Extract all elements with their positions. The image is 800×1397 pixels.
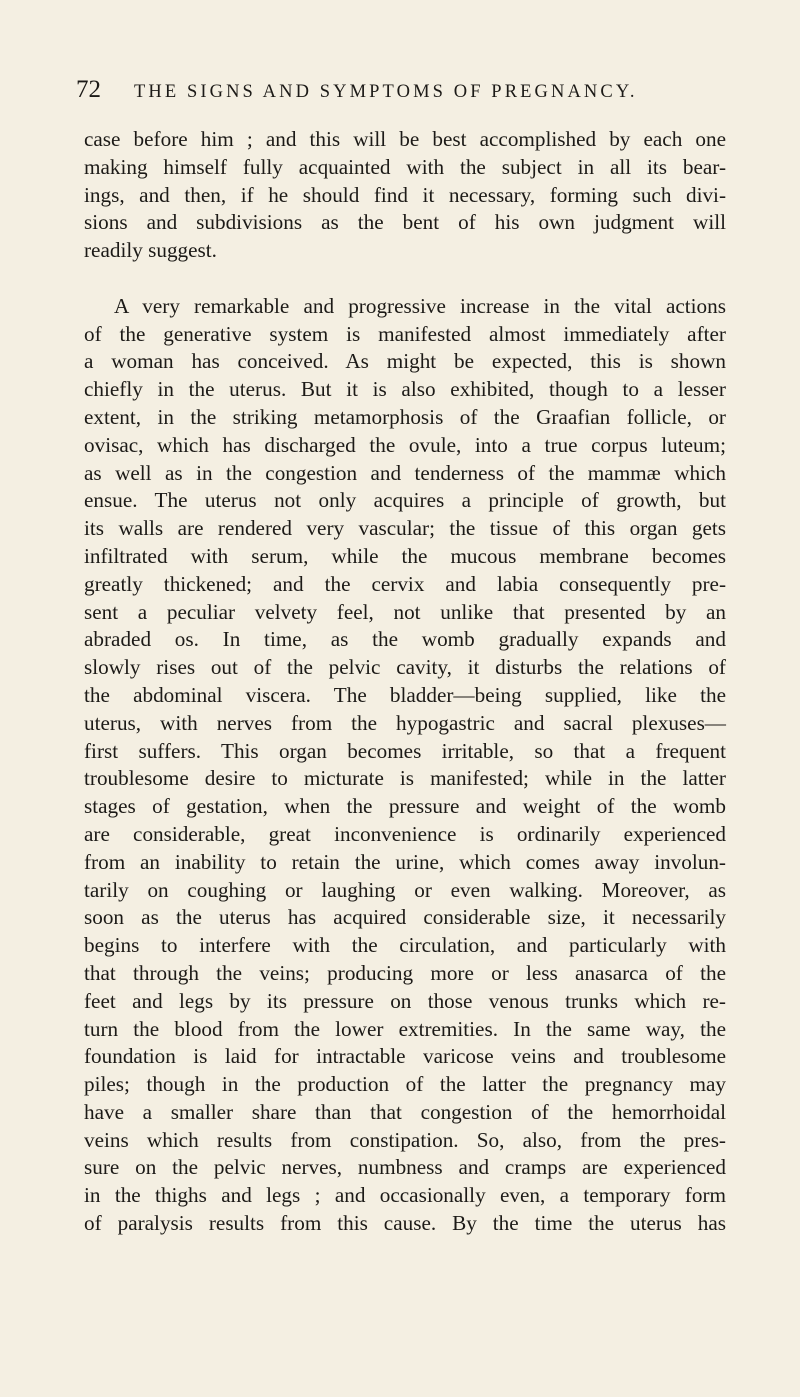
text-line: uterus, with nerves from the hypogastric and sacral plexuses— (84, 710, 726, 735)
text-line: sent a peculiar velvety feel, not unlike that presented by an (84, 599, 726, 624)
text-line: in the thighs and legs ; and occasionally even, a temporary form (84, 1183, 726, 1208)
text-line: ovisac, which has discharged the ovule, into a true corpus luteum; (84, 432, 726, 457)
text-line: infiltrated with serum, while the mucous membrane becomes (84, 543, 726, 568)
paragraph (84, 293, 726, 1238)
text-line: readily suggest. (84, 238, 217, 263)
text-line: case before him ; and this will be best accomplished by each one (84, 127, 726, 151)
text-line: of the generative system is manifested almost immediately after (84, 321, 726, 346)
text-line: first suffers. This organ becomes irritable, so that a frequent (84, 738, 726, 763)
text-line: begins to interfere with the circulation, and particularly with (84, 933, 726, 958)
text-line: ings, and then, if he should find it necessary, forming such divi- (84, 182, 726, 207)
running-title: THE SIGNS AND SYMPTOMS OF PREGNANCY. (134, 82, 638, 102)
text-line: of paralysis results from this cause. By the time the uterus has (84, 1211, 726, 1236)
text-line: sions and subdivisions as the bent of his own judgment will (84, 210, 726, 235)
text-line: extent, in the striking metamorphosis of the Graafian follicle, or (84, 404, 726, 429)
paragraph (84, 126, 726, 265)
running-head (76, 76, 736, 110)
text-line: from an inability to retain the urine, which comes away involun- (84, 849, 726, 874)
text-line: stages of gestation, when the pressure and weight of the womb (84, 794, 726, 819)
text-line: making himself fully acquainted with the subject in all its bear- (84, 154, 726, 179)
text-line: turn the blood from the lower extremities. In the same way, the (84, 1016, 726, 1041)
text-line: a woman has conceived. As might be expected, this is shown (84, 349, 726, 374)
text-line: ensue. The uterus not only acquires a principle of growth, but (84, 488, 726, 513)
text-line: as well as in the congestion and tenderness of the mammæ which (84, 460, 726, 485)
text-line: veins which results from constipation. So, also, from the pres- (84, 1127, 726, 1152)
text-line: feet and legs by its pressure on those venous trunks which re- (84, 988, 726, 1013)
page-number: 72 (76, 76, 101, 103)
text-line: its walls are rendered very vascular; the tissue of this organ gets (84, 516, 726, 541)
text-line: piles; though in the production of the latter the pregnancy may (84, 1072, 726, 1097)
text-line: abraded os. In time, as the womb gradually expands and (84, 627, 726, 652)
text-line: chiefly in the uterus. But it is also exhibited, though to a lesser (84, 377, 726, 402)
text-line: foundation is laid for intractable varicose veins and troublesome (84, 1044, 726, 1069)
text-line: greatly thickened; and the cervix and labia consequently pre- (84, 571, 726, 596)
text-line: slowly rises out of the pelvic cavity, it disturbs the relations of (84, 655, 726, 680)
text-line: soon as the uterus has acquired considerable size, it necessarily (84, 905, 726, 930)
text-line: troublesome desire to micturate is manifested; while in the latter (84, 766, 726, 791)
paragraph-gap (84, 265, 726, 293)
body-text (84, 126, 726, 1238)
text-line: that through the veins; producing more or less anasarca of the (84, 960, 726, 985)
text-line: are considerable, great inconvenience is ordinarily experienced (84, 821, 726, 846)
text-line: tarily on coughing or laughing or even walking. Moreover, as (84, 877, 726, 902)
text-line: sure on the pelvic nerves, numbness and cramps are experienced (84, 1155, 726, 1180)
text-line: the abdominal viscera. The bladder—being supplied, like the (84, 682, 726, 707)
text-line: A very remarkable and progressive increase in the vital actions (114, 293, 726, 318)
text-line: have a smaller share than that congestion of the hemorrhoidal (84, 1099, 726, 1124)
